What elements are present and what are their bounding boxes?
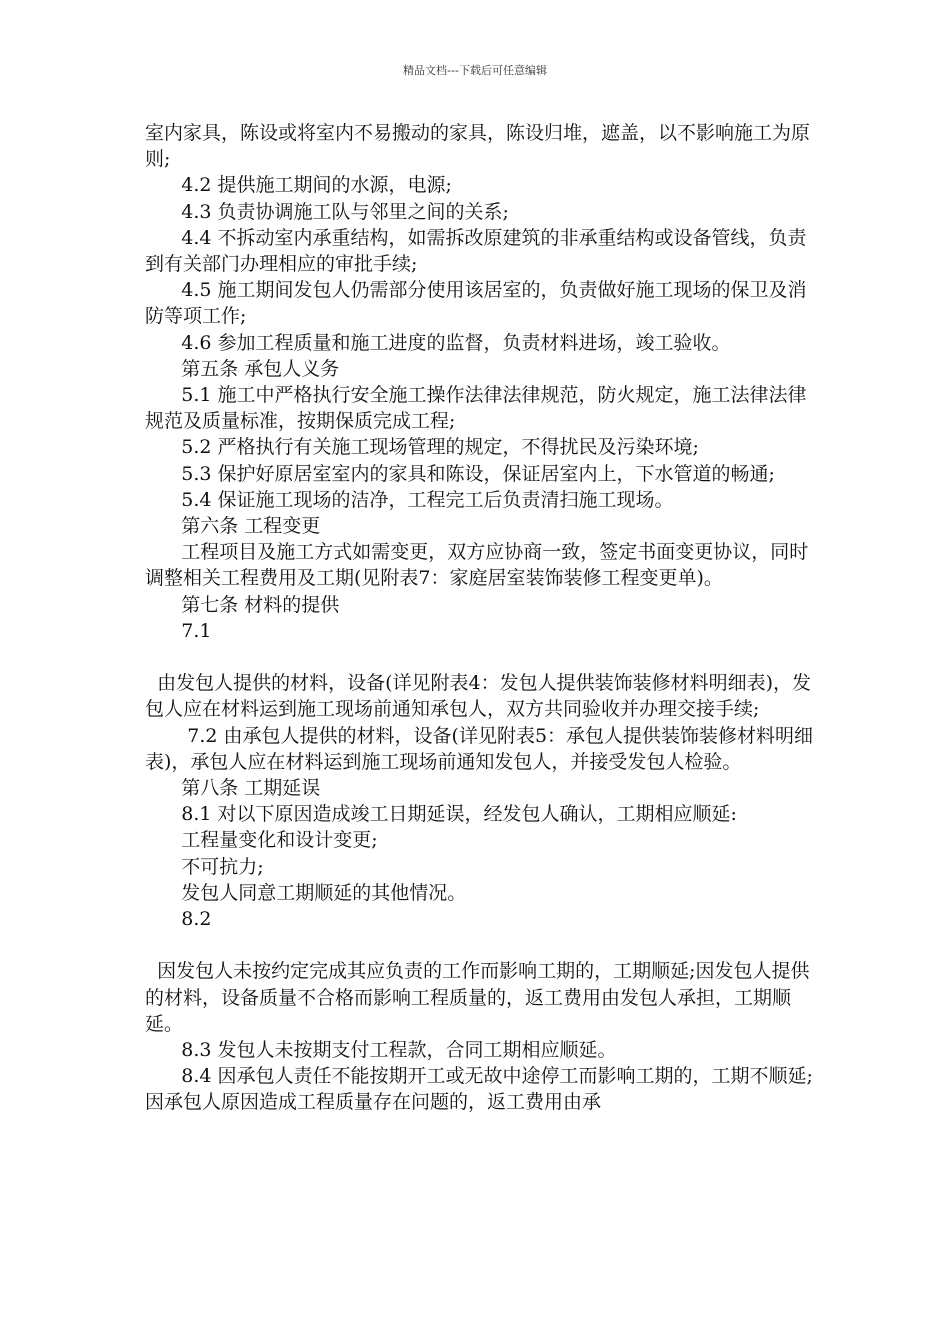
paragraph: 第八条 工期延误	[145, 777, 321, 800]
paragraph: 5.3 保护好原居室室内的家具和陈设，保证居室内上，下水管道的畅通;	[145, 462, 775, 485]
paragraph: 因发包人未按约定完成其应负责的工作而影响工期的，工期顺延;因发包人提供的材料，设备质量不合格而影响工程质量的，返工费用由发包人承担，工期顺延。	[145, 960, 810, 1035]
paragraph: 第七条 材料的提供	[145, 593, 340, 616]
blank-line	[145, 932, 825, 958]
paragraph: 8.2	[145, 908, 212, 931]
page-header: 精品文档---下载后可任意编辑	[403, 64, 547, 77]
document-body	[145, 120, 825, 1116]
paragraph: 4.6 参加工程质量和施工进度的监督，负责材料进场，竣工验收。	[145, 331, 731, 354]
paragraph: 8.1 对以下原因造成竣工日期延误，经发包人确认，工期相应顺延:	[145, 803, 737, 826]
paragraph: 工程量变化和设计变更;	[145, 829, 378, 852]
paragraph: 8.4 因承包人责任不能按期开工或无故中途停工而影响工期的，工期不顺延;因承包人原因造成工程质量存在问题的，返工费用由承	[145, 1065, 813, 1114]
paragraph: 4.5 施工期间发包人仍需部分使用该居室的，负责做好施工现场的保卫及消防等项工作;	[145, 279, 807, 328]
paragraph: 室内家具，陈设或将室内不易搬动的家具，陈设归堆，遮盖，以不影响施工为原则;	[145, 122, 811, 171]
paragraph: 第六条 工程变更	[145, 515, 321, 538]
paragraph: 7.1	[145, 619, 212, 642]
paragraph: 工程项目及施工方式如需变更，双方应协商一致，签定书面变更协议，同时调整相关工程费用及工期(见附表7：家庭居室装饰装修工程变更单)。	[145, 541, 809, 590]
paragraph: 4.4 不拆动室内承重结构，如需拆改原建筑的非承重结构或设备管线，负责到有关部门办理相应的审批手续;	[145, 226, 807, 276]
paragraph: 不可抗力;	[145, 855, 264, 878]
paragraph: 5.2 严格执行有关施工现场管理的规定，不得扰民及污染环境;	[145, 436, 699, 459]
blank-line	[145, 644, 825, 670]
paragraph: 第五条 承包人义务	[145, 357, 340, 380]
paragraph: 4.2 提供施工期间的水源，电源;	[145, 174, 452, 197]
paragraph: 8.3 发包人未按期支付工程款，合同工期相应顺延。	[145, 1039, 617, 1062]
paragraph: 4.3 负责协调施工队与邻里之间的关系;	[145, 200, 509, 223]
paragraph: 由发包人提供的材料，设备(详见附表4：发包人提供装饰装修材料明细表)，发包人应在材料运到施工现场前通知承包人，双方共同验收并办理交接手续;	[145, 672, 812, 721]
paragraph: 5.4 保证施工现场的洁净，工程完工后负责清扫施工现场。	[145, 488, 674, 511]
paragraph: 5.1 施工中严格执行安全施工操作法律法律规范，防火规定，施工法律法律规范及质量标准，按期保质完成工程;	[145, 384, 807, 433]
paragraph: 发包人同意工期顺延的其他情况。	[145, 881, 467, 904]
paragraph: 7.2 由承包人提供的材料，设备(详见附表5：承包人提供装饰装修材料明细表)，承包人应在材料运到施工现场前通知发包人，并接受发包人检验。	[145, 724, 814, 773]
